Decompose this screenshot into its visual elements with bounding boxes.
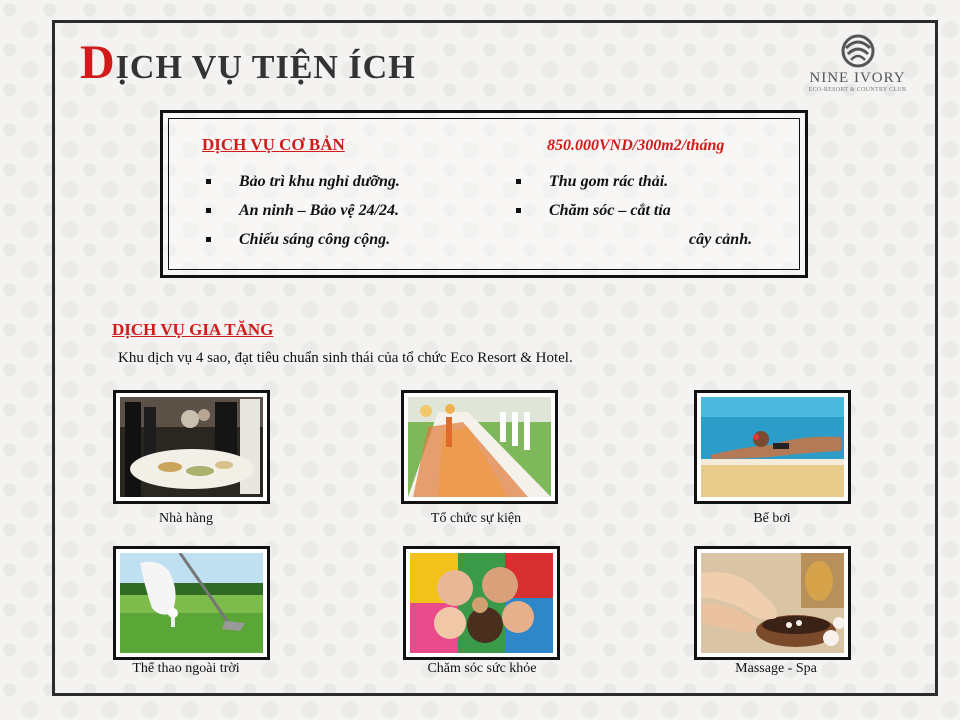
spiral-logo-icon xyxy=(838,34,878,68)
event-caption: Tổ chức sự kiện xyxy=(430,511,522,526)
restaurant-photo xyxy=(113,390,270,504)
pool-caption: Bể bơi xyxy=(753,511,791,526)
basic-services-inner-border xyxy=(168,118,800,270)
sports-caption: Thể thao ngoài trời xyxy=(132,661,240,676)
value-services-heading: DỊCH VỤ GIA TĂNG xyxy=(112,320,274,339)
health-caption: Chăm sóc sức khỏe xyxy=(427,661,537,676)
list-item: Thu gom rác thải. xyxy=(514,167,752,196)
sports-photo xyxy=(113,546,270,660)
logo-tagline: ECO-RESORT & COUNTRY CLUB xyxy=(808,87,907,93)
page-title xyxy=(80,35,416,90)
spa-image xyxy=(701,553,844,653)
list-item: Chăm sóc – cắt tỉa xyxy=(514,196,752,225)
pool-photo xyxy=(694,390,851,504)
value-services-description: Khu dịch vụ 4 sao, đạt tiêu chuẩn sinh thái của tổ chức Eco Resort & Hotel. xyxy=(118,350,573,366)
basic-services-box xyxy=(160,110,808,278)
basic-services-right-list xyxy=(514,167,752,254)
brand-logo xyxy=(800,34,915,93)
kids-image xyxy=(410,553,553,653)
basic-services-price: 850.000VND/300m2/tháng xyxy=(547,137,725,154)
restaurant-caption: Nhà hàng xyxy=(158,511,214,526)
logo-name: NINE IVORY xyxy=(809,70,906,86)
event-image xyxy=(408,397,551,497)
health-photo xyxy=(403,546,560,660)
golf-image xyxy=(120,553,263,653)
list-item: Chiếu sáng công cộng. xyxy=(204,225,400,254)
list-item: An ninh – Bảo vệ 24/24. xyxy=(204,196,400,225)
basic-services-heading: DỊCH VỤ CƠ BẢN xyxy=(202,135,345,154)
restaurant-image xyxy=(120,397,263,497)
spa-caption: Massage - Spa xyxy=(735,661,817,676)
title-rest: ỊCH VỤ TIỆN ÍCH xyxy=(115,49,416,86)
basic-services-left-list xyxy=(204,167,400,254)
pool-image xyxy=(701,397,844,497)
list-item-continuation: cây cảnh. xyxy=(689,231,753,248)
event-photo xyxy=(401,390,558,504)
title-initial: D xyxy=(80,36,116,89)
spa-photo xyxy=(694,546,851,660)
list-item: Bảo trì khu nghỉ dưỡng. xyxy=(204,167,400,196)
